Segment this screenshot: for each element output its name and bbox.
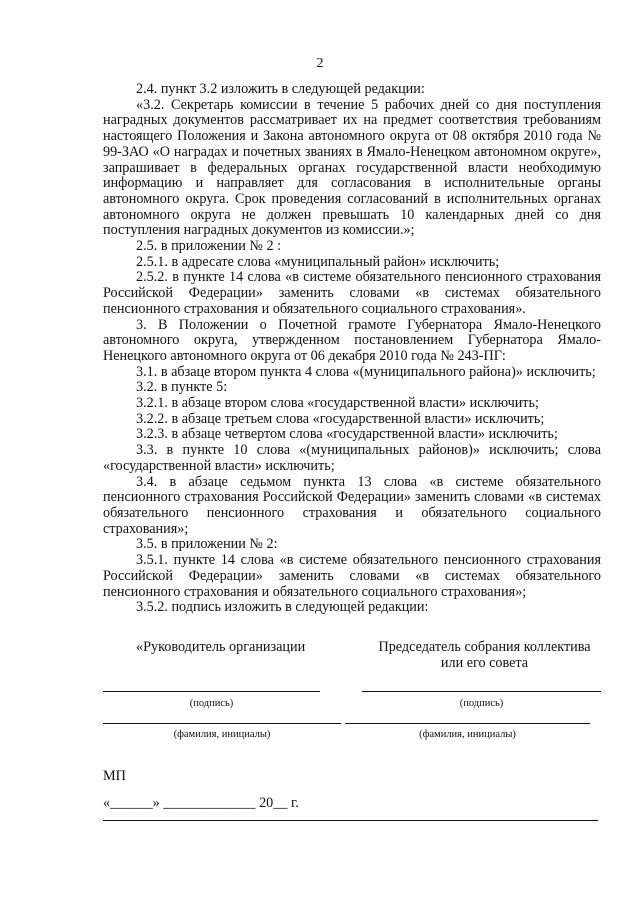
- signature-right-title: [368, 640, 601, 671]
- document-body: [103, 82, 601, 616]
- paragraph: 3. В Положении о Почетной грамоте Губернатора Ямало-Ненецкого автономного округа, утвержденном постановлением Губернатора Ямало-Ненецкого автономного округа от 06 декабря 2010 года № 243-ПГ:: [103, 316, 601, 364]
- name-caption-left: (фамилия, инициалы): [173, 729, 271, 740]
- signature-right-title-line2: или его совета: [440, 654, 529, 671]
- paragraph: 3.4. в абзаце седьмом пункта 13 слова «в системе обязательного пенсионного страхования Российской Федерации» заменить словами «в системах обязательного пенсионного страхования и обязательного социального страхования»;: [103, 473, 601, 537]
- page-number: 2: [316, 56, 324, 71]
- paragraph: 2.5. в приложении № 2 :: [136, 238, 282, 255]
- paragraph: 2.4. пункт 3.2 изложить в следующей редакции:: [136, 81, 425, 97]
- date-line: «______» _____________ 20__ г.: [103, 795, 299, 811]
- paragraph: 3.5.2. подпись изложить в следующей редакции:: [136, 599, 429, 616]
- paragraph: 3.2.2. в абзаце третьем слова «государственной власти» исключить;: [136, 410, 545, 427]
- stamp-label: МП: [103, 768, 126, 784]
- paragraph: 3.5. в приложении № 2:: [136, 536, 278, 553]
- name-caption-right: (фамилия, инициалы): [419, 729, 516, 740]
- paragraph: 3.5.1. пункте 14 слова «в системе обязательного пенсионного страхования Российской Федерации» заменить словами «в системах обязательного пенсионного страхования и обязательного социального страхования»;: [103, 552, 601, 600]
- paragraph: 3.3. в пункте 10 слова «(муниципальных районов)» исключить; слова «государственной власти» исключить;: [103, 442, 601, 474]
- signature-line-left: [103, 691, 320, 692]
- signature-caption-right: (подпись): [459, 698, 504, 709]
- paragraph: 2.5.2. в пункте 14 слова «в системе обязательного пенсионного страхования Российской Федерации» заменить словами «в системах обязательного пенсионного страхования и обязательного социального страхования».: [103, 269, 601, 317]
- paragraph: 2.5.1. в адресате слова «муниципальный район» исключить;: [136, 253, 500, 270]
- signature-line-right: [362, 691, 601, 692]
- bottom-rule: [103, 820, 598, 821]
- name-line-right: [345, 723, 590, 724]
- paragraph: «3.2. Секретарь комиссии в течение 5 рабочих дней со дня поступления наградных документов рассматривает их на предмет соответствия требованиям настоящего Положения и Закона автономного округа от 08 октября 2010 года № 99-ЗАО «О наградах и почетных званиях в Ямало-Ненецком автономном округе», запрашивает в федеральных органах государственной власти необходимую информацию и направляет для согласования в исполнительные органы автономного округа. Срок проведения согласований в исполнительных органах автономного округа не должен превышать 10 календарных дней со дня поступления наградных документов из комиссии.»;: [103, 96, 601, 239]
- name-line-left: [103, 723, 341, 724]
- signature-caption-left: (подпись): [189, 698, 234, 709]
- signature-left-title: «Руководитель организации: [136, 639, 306, 655]
- paragraph: 3.2. в пункте 5:: [136, 379, 228, 396]
- paragraph: 3.2.1. в абзаце втором слова «государственной власти» исключить;: [136, 395, 539, 412]
- paragraph: 3.1. в абзаце втором пункта 4 слова «(муниципального района)» исключить;: [136, 363, 596, 380]
- paragraph: 3.2.3. в абзаце четвертом слова «государственной власти» исключить;: [136, 426, 558, 443]
- signature-right-title-line1: Председатель собрания коллектива: [378, 639, 591, 655]
